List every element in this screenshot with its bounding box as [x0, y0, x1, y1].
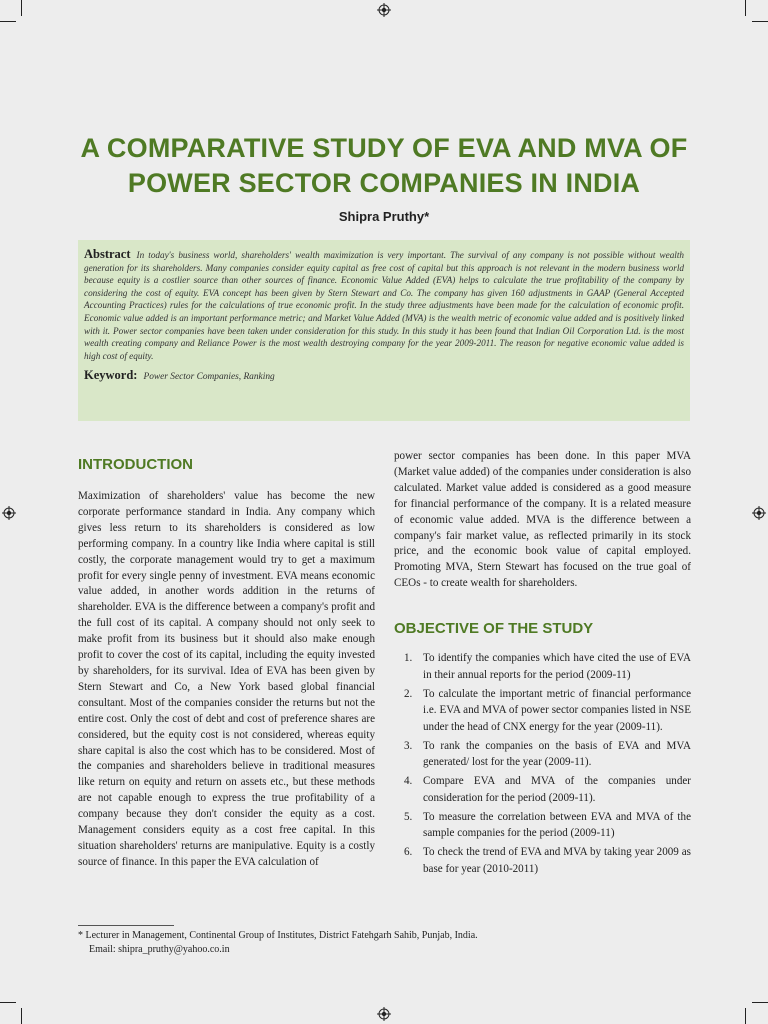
crop-mark	[752, 21, 768, 22]
list-item	[394, 809, 691, 842]
list-item-text: To calculate the important metric of financial performance i.e. EVA and MVA of power sector companies listed in NSE under the head of CNX energy for the year (2009-11).	[423, 687, 691, 733]
keyword-text: Power Sector Companies, Ranking	[143, 372, 275, 383]
introduction-column	[78, 489, 375, 871]
list-item	[394, 650, 691, 683]
introduction-continued-column	[394, 449, 691, 592]
footnote-divider	[78, 925, 174, 926]
list-item-text: To identify the companies which have cited the use of EVA in their annual reports for the period (2009-11)	[423, 652, 691, 681]
keyword-line	[84, 368, 684, 383]
crop-mark	[0, 1002, 16, 1003]
abstract-label: Abstract	[84, 247, 131, 261]
author-name: Shipra Pruthy*	[338, 209, 430, 224]
footnote	[78, 929, 678, 957]
list-item	[394, 738, 691, 771]
abstract-paragraph	[84, 248, 684, 362]
footnote-email: Email: shipra_pruthy@yahoo.co.in	[89, 944, 230, 955]
crop-mark	[745, 0, 746, 16]
list-number: 5.	[404, 810, 413, 823]
crop-mark	[745, 1008, 746, 1024]
registration-mark-icon	[377, 1007, 391, 1021]
list-number: 1.	[404, 652, 413, 664]
introduction-paragraph: Maximization of shareholders' value has become the new corporate performance standard in India. Any company which gives less return to its shareholders is considered as low performing company. In a country like India where capital is still costly, the corporate management would try to get a maximum profit for every single penny of investment. EVA means economic value added, in another words addition in the returns of shareholder. EVA is the difference between a company's profit and the full cost of its capital. A company should not only seek to make profit from its business but it should also make enough profit to cover the cost of its capital, including the equity invested by shareholders, for its survival. Idea of EVA has been given by Stern Stewart and Co, a New York based global financial consultant. Most of the companies consider the returns but not the entire cost. Only the cost of debt and cost of preference shares are considered, but the equity cost is not considered, whereas equity share capital is also the cost which has to be considered. Most of the companies and shareholders believe in traditional measures like return on equity and return on assets etc., but these methods are not capable enough to express the true profitability of a company because they don't consider the equity as a cost. Management considers equity as a cost free capital. In this situation shareholders' returns are manipulative. Equity is a costly source of finance. In this paper the EVA calculation of	[78, 490, 375, 868]
abstract-text: In today's business world, shareholders' wealth maximization is very important. The survival of any company is not possible without wealth generation for its shareholders. Many companies consider equity capital as free cost of capital but this approach is not relevant in the modern business world because equity is a costlier source than other sources of finance. Economic Value Added (EVA) helps to calculate the true profitability of the company by considering the cost of equity. EVA concept has been given by Stern Stewart and Co. The company has given 160 adjustments in GAAP (General Accepted Accounting Practices) rules for the calculations of true economic profit. In the study three adjustments have been made for the calculation of economic profit. Economic value added is an important performance metric; and Market Value Added (MVA) is the wealth metric of economic value added and is positively linked with it. Power sector companies have been taken under consideration for this study. In this study it has been found that Indian Oil Corporation Ltd. is the most wealth creating company and Reliance Power is the most wealth destroying company for the year 2009-2011. The reason for negative economic value added is high cost of equity.	[84, 250, 684, 361]
registration-mark-icon	[2, 506, 16, 520]
list-number: 6.	[404, 846, 413, 858]
list-item-text: To measure the correlation between EVA and MVA of the sample companies for the period (2009-11)	[423, 810, 691, 839]
footnote-affiliation: * Lecturer in Management, Continental Group of Institutes, District Fatehgarh Sahib, Punjab, India.	[78, 930, 478, 941]
crop-mark	[21, 0, 22, 16]
crop-mark	[0, 21, 16, 22]
registration-mark-icon	[377, 3, 391, 17]
crop-mark	[752, 1002, 768, 1003]
list-item	[394, 773, 691, 806]
crop-mark	[21, 1008, 22, 1024]
list-number: 2.	[404, 687, 413, 700]
introduction-continued-paragraph: power sector companies has been done. In this paper MVA (Market value added) of the companies under consideration is also calculated. Market value added is considered as a good measure for financial performance of the company. It is a related measure of economic value added. MVA is the difference between a company's fair market value, as reflected primarily in its stock price, and the economic book value of capital employed. Promoting MVA, Stern Stewart has focused on the true goal of CEOs - to create wealth for shareholders.	[394, 450, 691, 590]
list-item-text: To check the trend of EVA and MVA by taking year 2009 as base for year (2010-2011)	[423, 846, 691, 875]
objective-heading: OBJECTIVE OF THE STUDY	[394, 620, 594, 637]
list-number: 3.	[404, 739, 413, 752]
registration-mark-icon	[752, 506, 766, 520]
list-item-text: To rank the companies on the basis of EVA and MVA generated/ lost for the year (2009-11).	[423, 739, 691, 768]
introduction-heading: INTRODUCTION	[78, 456, 193, 473]
paper-title: A COMPARATIVE STUDY OF EVA AND MVA OF POWER SECTOR COMPANIES IN INDIA	[80, 133, 688, 198]
list-item-text: Compare EVA and MVA of the companies under consideration for the period (2009-11).	[423, 775, 691, 804]
list-number: 4.	[404, 775, 413, 787]
list-item	[394, 844, 691, 877]
objective-list	[394, 650, 691, 880]
keyword-label: Keyword:	[84, 368, 138, 383]
abstract-box	[78, 240, 690, 421]
list-item	[394, 686, 691, 736]
